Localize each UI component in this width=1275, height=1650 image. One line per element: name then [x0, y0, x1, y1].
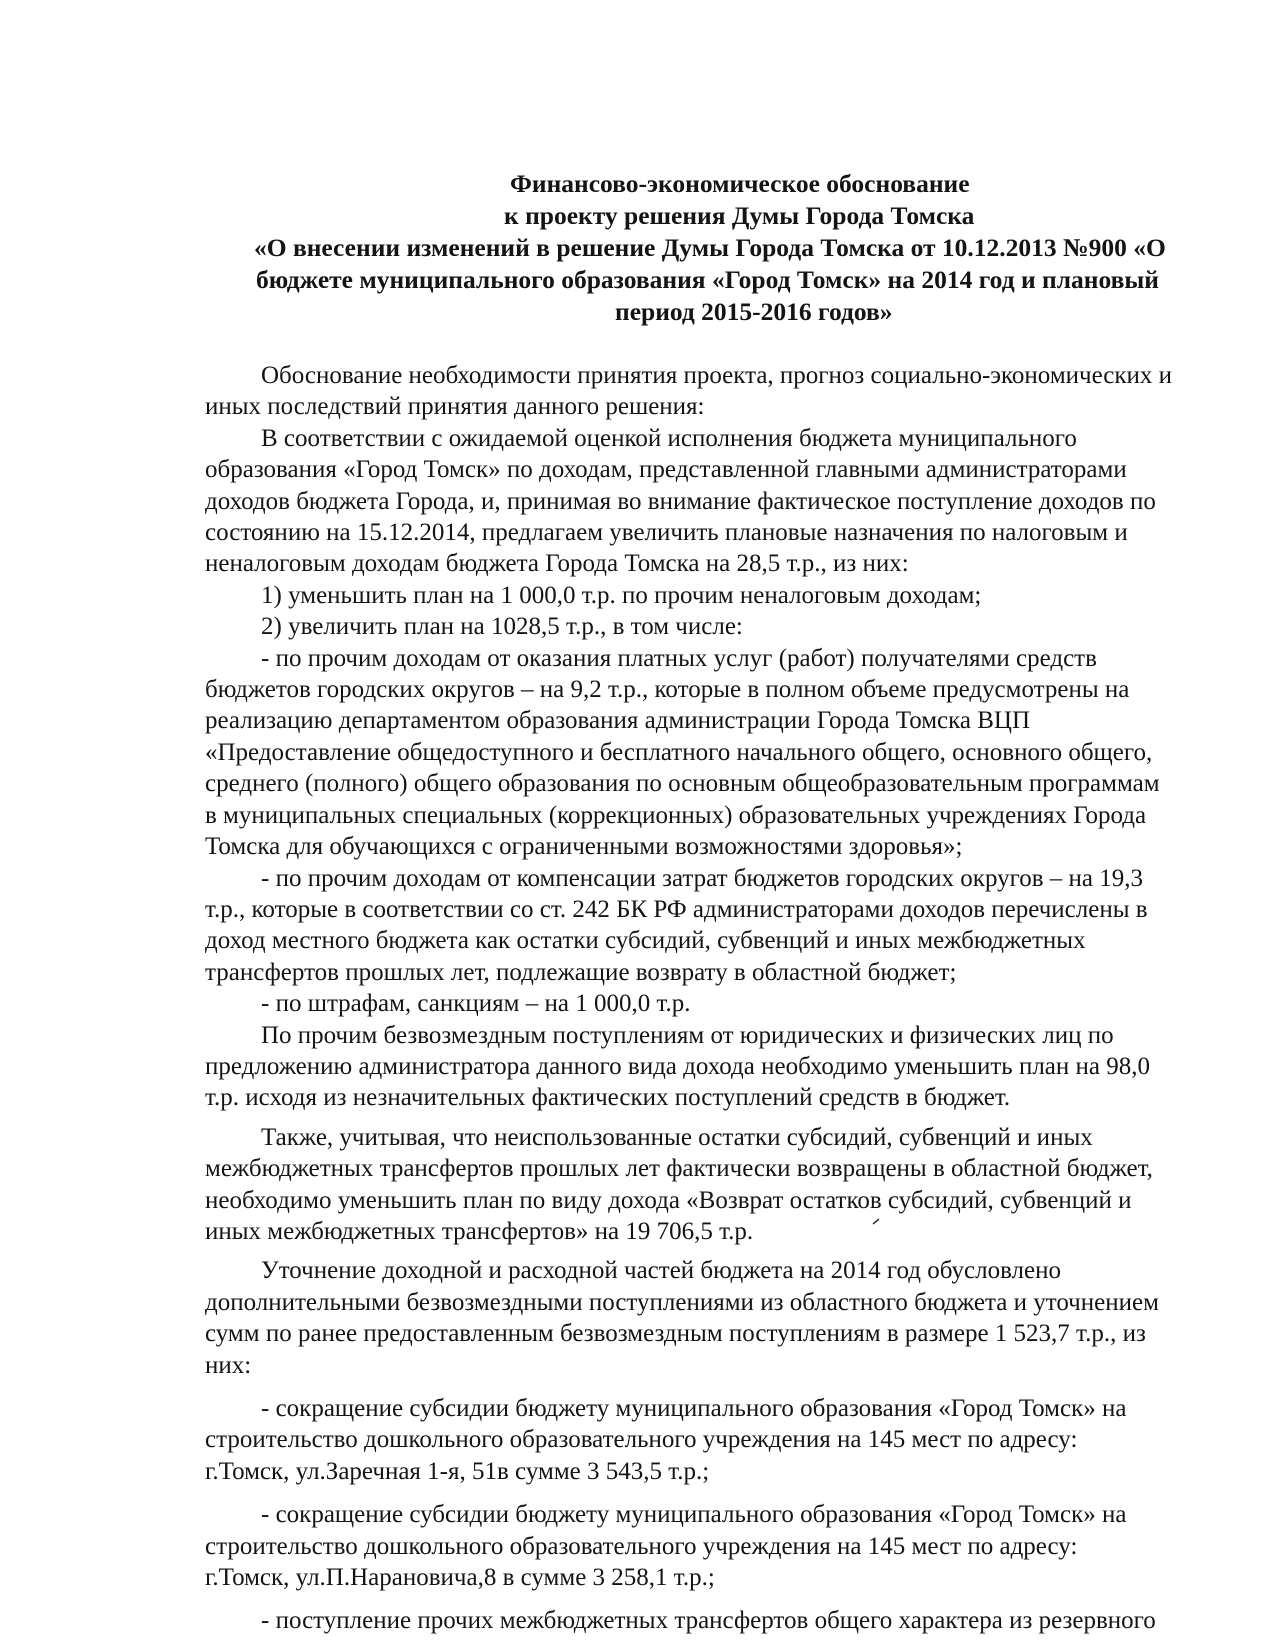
body-line: Также, учитывая, что неиспользованные остатки субсидий, субвенций и иных: [261, 1123, 1093, 1151]
body-line: В соответствии с ожидаемой оценкой исполнения бюджета муниципального: [261, 424, 1077, 452]
body-line: доходов бюджета Города, и, принимая во внимание фактическое поступление доходов по: [205, 487, 1156, 515]
body-line: сумм по ранее предоставленным безвозмездным поступлениям в размере 1 523,7 т.р., из: [205, 1320, 1146, 1348]
body-line: доход местного бюджета как остатки субсидий, субвенций и иных межбюджетных: [205, 927, 1086, 955]
title-line: Финансово-экономическое обоснование: [510, 169, 970, 198]
body-line: «Предоставление общедоступного и бесплатного начального общего, основного общего,: [205, 738, 1153, 766]
body-line: в муниципальных специальных (коррекционных) образовательных учреждениях Города: [205, 801, 1147, 829]
body-line: - сокращение субсидии бюджету муниципального образования «Город Томск» на: [261, 1501, 1127, 1529]
body-line: бюджетов городских округов – на 9,2 т.р., которые в полном объеме предусмотрены на: [205, 676, 1130, 704]
body-line: трансфертов прошлых лет, подлежащие возврату в областной бюджет;: [205, 958, 957, 986]
body-line: среднего (полного) общего образования по основным общеобразовательным программам: [205, 770, 1160, 798]
body-line: - поступление прочих межбюджетных трансфертов общего характера из резервного: [261, 1607, 1156, 1635]
body-line: Томска для обучающихся с ограниченными возможностями здоровья»;: [205, 833, 963, 861]
body-line: 1) уменьшить план на 1 000,0 т.р. по прочим неналоговым доходам;: [261, 581, 982, 609]
body-line: 2) увеличить план на 1028,5 т.р., в том числе:: [261, 613, 743, 641]
body-line: иных межбюджетных трансфертов» на 19 706,5 т.р.: [205, 1217, 754, 1245]
body-line: т.р. исходя из незначительных фактических поступлений средств в бюджет.: [205, 1084, 1011, 1112]
body-line: необходимо уменьшить план по виду дохода «Возврат остатков субсидий, субвенций и: [205, 1186, 1132, 1214]
body-line: г.Томск, ул.П.Нарановича,8 в сумме 3 258,1 т.р.;: [205, 1564, 715, 1592]
title-line: «О внесении изменений в решение Думы Города Томска от 10.12.2013 №900 «О: [254, 233, 1166, 262]
body-line: строительство дошкольного образовательного учреждения на 145 мест по адресу:: [205, 1532, 1078, 1560]
body-line: состоянию на 15.12.2014, предлагаем увеличить плановые назначения по налоговым и: [205, 519, 1128, 547]
body-line: иных последствий принятия данного решения:: [205, 393, 705, 421]
body-line: них:: [205, 1351, 252, 1379]
body-line: - сокращение субсидии бюджету муниципального образования «Город Томск» на: [261, 1395, 1127, 1422]
body-line: - по прочим доходам от оказания платных услуг (работ) получателями средств: [261, 644, 1097, 672]
body-line: предложению администратора данного вида дохода необходимо уменьшить план на 98,0: [205, 1052, 1150, 1080]
body-line: - по штрафам, санкциям – на 1 000,0 т.р.: [261, 990, 691, 1018]
body-line: дополнительными безвозмездными поступлениями из областного бюджета и уточнением: [205, 1288, 1159, 1316]
body-line: - по прочим доходам от компенсации затрат бюджетов городских округов – на 19,3: [261, 864, 1144, 892]
body-line: Обоснование необходимости принятия проекта, прогноз социально-экономических и: [261, 362, 1173, 389]
body-line: По прочим безвозмездным поступлениям от юридических и физических лиц по: [261, 1021, 1114, 1049]
title-line: к проекту решения Думы Города Томска: [504, 201, 975, 230]
document-title: [228, 168, 1275, 328]
body-line: межбюджетных трансфертов прошлых лет фактически возвращены в областной бюджет,: [205, 1155, 1153, 1183]
body-line: реализацию департаментом образования администрации Города Томска ВЦП: [205, 707, 1031, 735]
body-line: т.р., которые в соответствии со ст. 242 БК РФ администраторами доходов перечислены в: [205, 895, 1148, 923]
body-line: г.Томск, ул.Заречная 1-я, 51в сумме 3 543,5 т.р.;: [205, 1457, 710, 1485]
body-line: неналоговым доходам бюджета Города Томска на 28,5 т.р., из них:: [205, 550, 909, 578]
document-body: [205, 360, 1275, 1637]
title-line: период 2015-2016 годов»: [615, 297, 893, 326]
body-line: Уточнение доходной и расходной частей бюджета на 2014 год обусловлено: [261, 1257, 1061, 1285]
body-line: строительство дошкольного образовательного учреждения на 145 мест по адресу:: [205, 1426, 1078, 1454]
title-line: бюджете муниципального образования «Город Томск» на 2014 год и плановый: [256, 265, 1159, 294]
body-line: образования «Город Томск» по доходам, представленной главными администраторами: [205, 456, 1127, 484]
